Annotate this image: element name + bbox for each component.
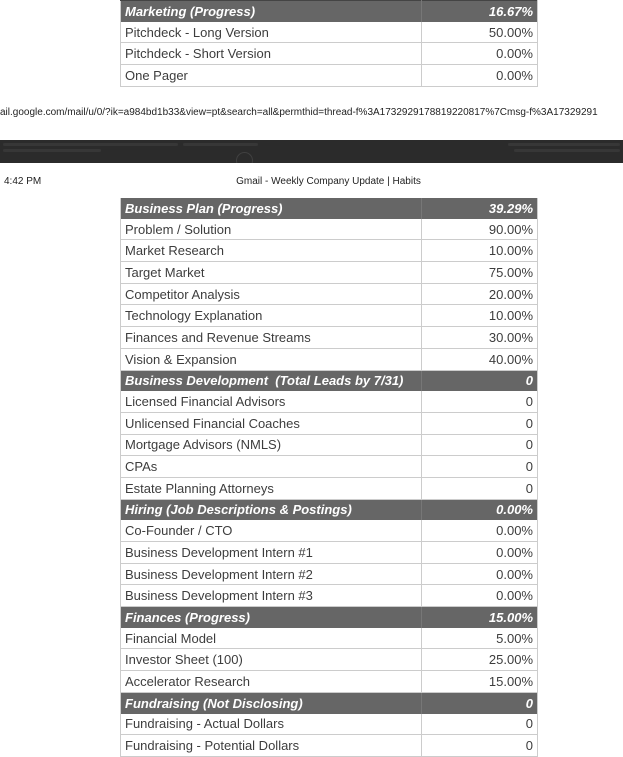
section-value: 0 [422,370,538,391]
print-header-timestamp: 4:42 PM [4,176,42,187]
section-header-row [121,1,538,22]
section-value: 15.00% [422,607,538,628]
weekly-update-table [120,198,538,757]
page-footer-url: ail.google.com/mail/u/0/?ik=a984bd1b33&view=pt&search=all&permthid=thread-f%3A1732929178819220817%7Cmsg-f%3A17329291 [0,107,598,118]
section-header-row [121,607,538,628]
row-label: One Pager [121,65,422,87]
row-value: 20.00% [422,283,538,305]
table-row [121,391,538,412]
faint-text-smudge [3,149,101,152]
marketing-progress-table [120,0,538,87]
table-row [121,456,538,478]
row-label: Investor Sheet (100) [121,649,422,671]
row-value: 15.00% [422,671,538,693]
row-value: 0.00% [422,65,538,87]
row-value: 0 [422,735,538,757]
row-value: 5.00% [422,628,538,649]
section-title: Finances (Progress) [121,607,422,628]
table-row [121,628,538,649]
section-value: 0.00% [422,499,538,520]
table-row [121,327,538,349]
row-label: Pitchdeck - Long Version [121,22,422,43]
row-label: Financial Model [121,628,422,649]
row-label: Licensed Financial Advisors [121,391,422,412]
table-row [121,563,538,585]
print-page-header [0,176,623,190]
faint-text-smudge [508,143,620,146]
row-value: 75.00% [422,262,538,284]
section-header-row [121,499,538,520]
weekly-update-table-region [120,198,538,757]
section-value: 16.67% [422,1,538,22]
table-row [121,43,538,65]
row-value: 10.00% [422,240,538,262]
row-label: Estate Planning Attorneys [121,477,422,499]
faint-text-smudge [514,149,620,152]
row-value: 0.00% [422,563,538,585]
row-label: Target Market [121,262,422,284]
row-value: 0 [422,456,538,478]
row-label: Business Development Intern #1 [121,542,422,564]
row-value: 40.00% [422,348,538,370]
row-value: 25.00% [422,649,538,671]
row-value: 0 [422,477,538,499]
row-value: 0.00% [422,585,538,607]
table-row [121,671,538,693]
row-value: 0 [422,714,538,735]
faint-text-smudge [183,143,258,146]
row-label: Mortgage Advisors (NMLS) [121,434,422,456]
table-row [121,348,538,370]
table-row [121,735,538,757]
table-row [121,305,538,327]
section-title: Marketing (Progress) [121,1,422,22]
section-header-row [121,198,538,219]
row-label: Fundraising - Actual Dollars [121,714,422,735]
row-value: 10.00% [422,305,538,327]
row-label: Accelerator Research [121,671,422,693]
table-row [121,477,538,499]
table-row [121,283,538,305]
print-header-title: Gmail - Weekly Company Update | Habits [236,176,421,187]
section-title: Business Plan (Progress) [121,198,422,219]
row-label: Vision & Expansion [121,348,422,370]
row-label: CPAs [121,456,422,478]
row-label: Competitor Analysis [121,283,422,305]
section-header-row [121,370,538,391]
row-value: 0.00% [422,43,538,65]
row-value: 90.00% [422,219,538,240]
row-value: 30.00% [422,327,538,349]
row-value: 0 [422,391,538,412]
section-title: Fundraising (Not Disclosing) [121,692,422,713]
table-row [121,585,538,607]
table-row [121,22,538,43]
table-row [121,412,538,434]
table-row [121,649,538,671]
table-row [121,542,538,564]
row-label: Technology Explanation [121,305,422,327]
table-row [121,240,538,262]
row-label: Co-Founder / CTO [121,520,422,541]
row-label: Market Research [121,240,422,262]
section-title: Business Development (Total Leads by 7/31) [121,370,422,391]
row-value: 0 [422,434,538,456]
table-row [121,65,538,87]
row-label: Unlicensed Financial Coaches [121,412,422,434]
row-label: Problem / Solution [121,219,422,240]
section-value: 39.29% [422,198,538,219]
section-title: Hiring (Job Descriptions & Postings) [121,499,422,520]
row-value: 0.00% [422,520,538,541]
table-row [121,714,538,735]
faint-circle-mark [236,152,253,163]
row-label: Fundraising - Potential Dollars [121,735,422,757]
row-label: Business Development Intern #2 [121,563,422,585]
row-value: 0.00% [422,542,538,564]
table-row [121,219,538,240]
section-value: 0 [422,692,538,713]
table-row [121,434,538,456]
row-label: Pitchdeck - Short Version [121,43,422,65]
row-label: Business Development Intern #3 [121,585,422,607]
faint-text-smudge [3,143,178,146]
table-row [121,262,538,284]
row-label: Finances and Revenue Streams [121,327,422,349]
page-separator-bar [0,140,623,163]
row-value: 50.00% [422,22,538,43]
section-header-row [121,692,538,713]
row-value: 0 [422,412,538,434]
table-row [121,520,538,541]
previous-page-table-region [120,0,538,87]
